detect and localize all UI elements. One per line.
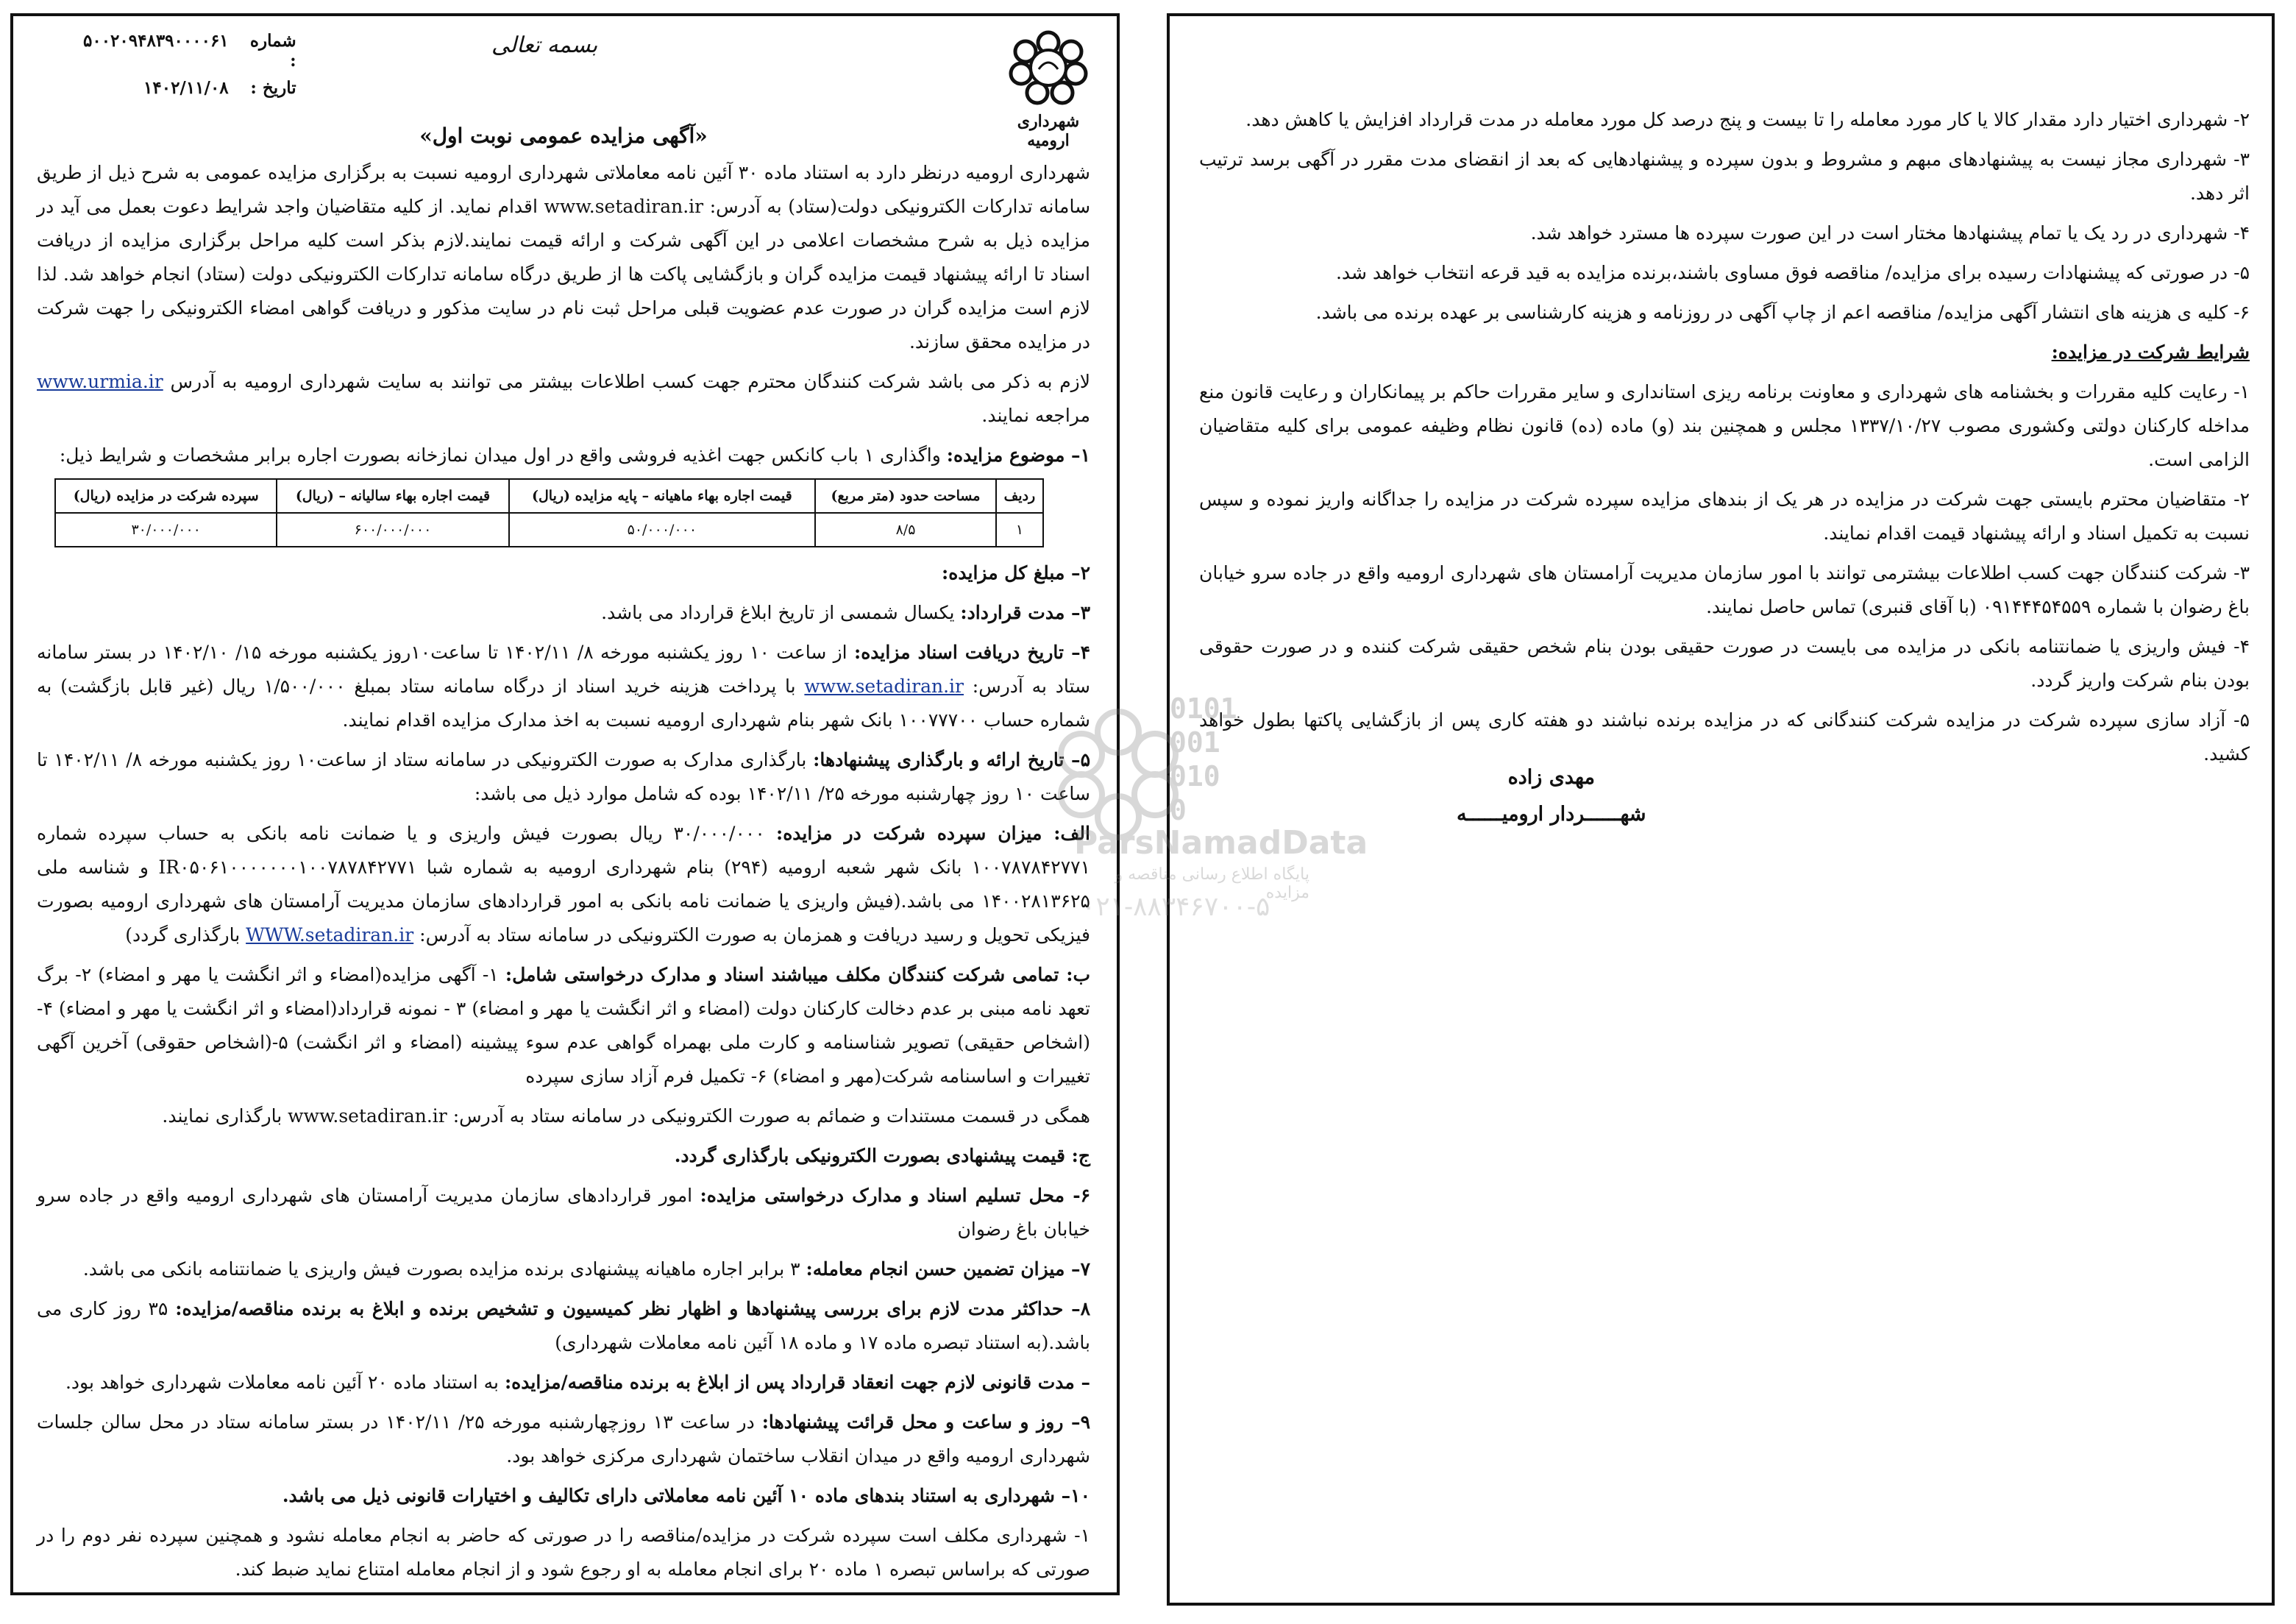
condition-3: ۳- شرکت کنندگان جهت کسب اطلاعات بیشترمی توانند با امور سازمان مدیریت آرامستان های شهرداری ارومیه واقع در جاده سرو خیابان باغ رضوان با شماره ۰۹۱۴۴۴۵۴۵۵۹ (با آقای قنبری) تماس حاصل نمایند. [1199, 562, 2250, 617]
notice-page-right [1167, 13, 2275, 1606]
item-8-heading: ۸– حداکثر مدت لازم برای بررسی پیشنهادها و اظهار نظر کمیسیون و تشخیص برنده و ابلاغ به برنده مناقصه/مزایده: [175, 1298, 1091, 1319]
setad-link[interactable]: www.setadiran.ir [544, 196, 704, 217]
watermark-digits-3: 010 [1170, 760, 1220, 793]
item-5-be-upload [37, 1099, 1090, 1133]
notice-page-left [10, 13, 1120, 1595]
item-10-1: ۱- شهرداری مکلف است سپرده شرکت در مزایده/مناقصه را در صورتی که حاضر به انجام معامله نشود و همچنین سپرده نفر دوم را در صورتی که براساس تبصره ۱ ماده ۲۰ برای انجام معامله به او رجوع شود و از انجام معامله امتناع نماید ضبط کند. [37, 1525, 1090, 1580]
col-deposit: سپرده شرکت در مزایده (ریال) [55, 479, 277, 513]
number-value: ۵۰۰۲۰۹۴۸۳۹۰۰۰۰۶۱ [83, 31, 229, 51]
item-2: ۲– مبلغ کل مزایده: [942, 562, 1090, 584]
signer-name: مهدی زاده [1507, 766, 1595, 789]
authority-item-4: ۴- شهرداری در رد یک یا تمام پیشنهادها مختار است در این صورت سپرده ها مسترد خواهد شد. [1530, 222, 2250, 244]
col-row-number: ردیف [996, 479, 1043, 513]
item-10-heading: ۱۰– شهرداری به استناد بندهای ماده ۱۰ آئین نامه معاملاتی دارای تکالیف و اختیارات قانونی ذیل می باشد. [282, 1485, 1090, 1506]
item-8-text: ۳۵ روز کاری می باشد.(به استناد تبصره ماده ۱۷ و ماده ۱۸ آئین نامه معاملات شهرداری) [37, 1298, 1090, 1353]
item-5-be [37, 958, 1090, 1093]
signer-title: شهــــــردار ارومیــــــه [1457, 803, 1646, 826]
item-7 [37, 1252, 1090, 1286]
item-5-jim: ج: قیمت پیشنهادی بصورت الکترونیکی بارگذاری گردد. [674, 1145, 1090, 1166]
item-7-text: ۳ برابر اجاره ماهیانه پیشنهادی برنده مزایده بصورت فیش واریزی یا ضمانتنامه بانکی می باشد. [82, 1258, 800, 1280]
authority-item-2: ۲- شهرداری اختیار دارد مقدار کالا یا کار مورد معامله را تا بیست و پنج درصد کل مورد معامله در مدت قرارداد افزایش یا کاهش دهد. [1245, 109, 2250, 130]
col-area: مساحت حدود (متر مربع) [815, 479, 996, 513]
urmia-emblem-icon [1008, 26, 1089, 107]
lease-table [54, 478, 1044, 547]
signature-block [1457, 759, 1646, 833]
lease-table-header-row [55, 479, 1043, 513]
intro-text-a: شهرداری ارومیه درنظر دارد به استناد ماده ۳۰ آئین نامه معاملاتی شهرداری ارومیه نسبت به برگزاری مزایده عمومی به شرح ذیل از طریق سامانه تدارکات الکترونیکی دولت(ستاد) به آدرس: [37, 162, 1091, 217]
item-6-text: امور قراردادهای سازمان مدیریت آرامستان های شهرداری ارومیه واقع در جاده سرو خیابان باغ رضوان [37, 1185, 1090, 1240]
watermark-digits-2: 001 [1170, 726, 1220, 759]
item-3 [37, 596, 1090, 630]
date-label: تاریخ : [250, 78, 296, 98]
be-upload-text: همگی در قسمت مستندات و ضمائم به صورت الکترونیکی در سامانه ستاد به آدرس: [452, 1105, 1090, 1127]
cell-monthly-rent: ۵۰/۰۰۰/۰۰۰ [509, 513, 816, 547]
cell-annual-rent: ۶۰۰/۰۰۰/۰۰۰ [277, 513, 508, 547]
alef-link[interactable]: WWW.setadiran.ir [246, 924, 414, 946]
item-1-heading: ۱– موضوع مزایده: [946, 444, 1090, 466]
item-5-text: بارگذاری مدارک به صورت الکترونیکی در سامانه ستاد از ساعت۱۰ روز یکشنبه مورخه ۸/ ۱۴۰۲/۱۱ تا ساعت ۱۰ روز چهارشنبه مورخه ۲۵/ ۱۴۰۲/۱۱ بوده که شامل موارد ذیل می باشد: [37, 749, 1090, 804]
watermark-subtitle: پایگاه اطلاع رسانی مناقصه و مزایده [1115, 865, 1309, 902]
item-8 [37, 1292, 1090, 1360]
col-monthly-rent: قیمت اجاره بهاء ماهیانه – پایه مزایده (ریال) [509, 479, 816, 513]
date-value: ۱۴۰۲/۱۱/۰۸ [143, 78, 229, 98]
item-3-heading: ۳– مدت قرارداد: [960, 602, 1090, 623]
watermark-phone: ۰۲۱-۸۸۳۴۶۷۰۰-۵ [1081, 892, 1270, 922]
website-note-end: مراجعه نمایند. [981, 405, 1090, 426]
be-text: ۱- آگهی مزایده(امضاء و اثر انگشت یا مهر و امضاء) ۲- برگ تعهد نامه مبنی بر عدم دخالت کارکنان دولت (امضاء و اثر انگشت یا مهر و امضاء) ۳ - نمونه قرارداد(امضاء و اثر انگشت یا مهر و امضاء) ۴-(اشخاص حقیقی) تصویر شناسنامه و کارت ملی بهمراه گواهی عدم سوء پیشینه (امضاء و اثر انگشت) ۵-(اشخاص حقوقی) آخرین آگهی تغییرات و اساسنامه شرکت(مهر و امضاء) ۶- تکمیل فرم آزاد سازی سپرده [37, 964, 1091, 1087]
letter-meta [83, 31, 296, 105]
be-heading: ب: تمامی شرکت کنندگان مکلف میباشند اسناد و مدارک درخواستی شامل: [505, 964, 1091, 985]
alef-end: بارگذاری گردد) [125, 924, 241, 946]
item-9-heading: ۹– روز و ساعت و محل قرائت پیشنهادها: [761, 1411, 1090, 1433]
item-5-alef [37, 817, 1090, 952]
authority-item-6: ۶- کلیه ی هزینه های انتشار آگهی مزایده/ مناقصه اعم از چاپ آگهی در روزنامه و هزینه کارشناسی بر عهده برنده می باشد. [1315, 302, 2250, 323]
watermark-brand: ParsNamadData [1074, 824, 1368, 862]
item-3-text: یکسال شمسی از تاریخ ابلاغ قرارداد می باشد. [601, 602, 955, 623]
notice-title: «آگهی مزایده عمومی نوبت اول» [419, 124, 708, 148]
cell-row-number: ۱ [996, 513, 1043, 547]
website-note [37, 365, 1090, 433]
org-name: شهرداری ارومیه [1017, 112, 1080, 150]
item-9 [37, 1405, 1090, 1473]
intro-paragraph [37, 156, 1090, 359]
item-6 [37, 1179, 1090, 1247]
item-7-heading: ۷– میزان تضمین حسن انجام معامله: [806, 1258, 1090, 1280]
alef-heading: الف: میزان سپرده شرکت در مزایده: [775, 823, 1090, 844]
item-5 [37, 743, 1090, 811]
bismillah-heading: بسمه تعالی [491, 32, 598, 58]
notice-body-continued [1199, 103, 2250, 777]
item-4-heading: ۴– تاریخ دریافت اسناد مزایده: [853, 642, 1091, 663]
authority-item-3: ۳- شهرداری مجاز نیست به پیشنهادهای مبهم و مشروط و بدون سپرده و پیشنهادهایی که بعد از انقضای مدت مقرر در آگهی برسد ترتیب اثر دهد. [1199, 149, 2250, 204]
cell-area: ۸/۵ [815, 513, 996, 547]
legal-period-text: به استناد ماده ۲۰ آئین نامه معاملات شهرداری خواهد بود. [65, 1372, 499, 1393]
condition-4: ۴- فیش واریزی یا ضمانتنامه بانکی در مزایده می بایست در صورت حقیقی بودن بنام شخص حقیقی شرکت کننده و در صورت حقوقی بودن بنام شرکت واریز گردد. [1199, 636, 2250, 691]
condition-1: ۱- رعایت کلیه مقررات و بخشنامه های شهرداری و معاونت برنامه ریزی استانداری و سایر مقررات حاکم بر پیمانکاران و رعایت قانون منع مداخله کارکنان دولتی وکشوری مصوب ۱۳۳۷/۱۰/۲۷ مجلس و همچنین بند (و) ماده (ده) قانون نظام وظیفه عمومی برای کلیه متقاضیان الزامی است. [1199, 381, 2250, 470]
item-4 [37, 636, 1090, 737]
item-4-link[interactable]: www.setadiran.ir [804, 676, 964, 697]
intro-text-b: اقدام نماید. از کلیه متقاضیان واجد شرایط دعوت بعمل می آید در مزایده ذیل به شرح مشخصات اعلامی در این آگهی شرکت و ارائه قیمت نمایند.لازم بذکر است کلیه مراحل برگزاری مزایده از دریافت اسناد تا ارائه پیشنهاد قیمت مزایده گران و بازگشایی پاکت ها از طریق درگاه سامانه تدارکات الکترونیکی دولت (ستاد) انجام خواهد شد. لذا لازم است مزایده گران در صورت عدم عضویت قبلی مراحل ثبت نام در سایت مذکور و دریافت گواهی امضاء الکترونیکی را جهت شرکت در مزایده محقق سازند. [37, 196, 1090, 352]
legal-period-heading: – مدت قانونی لازم جهت انعقاد قرارداد پس از ابلاغ به برنده مناقصه/مزایده: [504, 1372, 1090, 1393]
item-9-text: در ساعت ۱۳ روزچهارشنبه مورخه ۲۵/ ۱۴۰۲/۱۱ در بستر سامانه ستاد در محل سالن جلسات شهرداری ارومیه واقع در میدان انقلاب ساختمان شهرداری مرکزی خواهد بود. [37, 1411, 1090, 1467]
item-6-heading: ۶- محل تسلیم اسناد و مدارک درخواستی مزایده: [700, 1185, 1091, 1206]
alef-text: ۳۰/۰۰۰/۰۰۰ ریال بصورت فیش واریزی و یا ضمانت نامه بانکی به حساب سپرده شماره ۱۰۰۷۸۷۸۴۲۷۷۱ بانک شهر شعبه ارومیه (۲۹۴) بنام شهرداری ارومیه به شماره شبا IR۰۵۰۶۱۰۰۰۰۰۰۰۱۰۰۷۸۷۸۴۲۷۷۱ و شناسه ملی ۱۴۰۰۲۸۱۳۶۲۵ می باشد.(فیش واریزی یا ضمانت نامه بانکی به امور قراردادهای سازمان مدیریت آرامستان های شهرداری ارومیه بصورت فیزیکی تحویل و رسید دریافت و همزمان به صورت الکترونیکی در سامانه ستاد به آدرس: [37, 823, 1090, 946]
item-4-text: از ساعت ۱۰ روز یکشنبه مورخه ۸/ ۱۴۰۲/۱۱ تا ساعت۱۰روز یکشنبه مورخه ۱۵/ ۱۴۰۲/۱۰ در بستر سامانه ستاد به آدرس: [37, 642, 1091, 697]
cell-deposit: ۳۰/۰۰۰/۰۰۰ [55, 513, 277, 547]
legal-period [37, 1366, 1090, 1400]
watermark-digits-4: 0 [1170, 794, 1187, 826]
website-note-text: لازم به ذکر می باشد شرکت کنندگان محترم جهت کسب اطلاعات بیشتر می توانند به سایت شهرداری ارومیه به آدرس [170, 371, 1091, 392]
notice-body [37, 119, 1090, 1592]
col-annual-rent: قیمت اجاره بهاء سالیانه – (ریال) [277, 479, 508, 513]
be-link[interactable]: www.setadiran.ir [288, 1105, 447, 1127]
item-1-text: واگذاری ۱ باب کانکس جهت اغذیه فروشی واقع در اول میدان نمازخانه بصورت اجاره برابر مشخصات و شرایط ذیل: [59, 444, 941, 466]
authority-item-5: ۵- در صورتی که پیشنهادات رسیده برای مزایده/ مناقصه فوق مساوی باشند،برنده مزایده به قید قرعه انتخاب خواهد شد. [1335, 262, 2250, 283]
condition-5: ۵- آزاد سازی سپرده شرکت در مزایده شرکت کنندگانی که در مزایده برنده نباشند دو هفته کاری پس از بازگشایی پاکتها بطول خواهد کشید. [1199, 709, 2250, 765]
be-upload-end: بارگذاری نمایند. [162, 1105, 282, 1127]
urmia-link[interactable]: www.urmia.ir [37, 371, 163, 392]
number-label: شماره : [249, 31, 296, 71]
watermark-digits-1: 0101 [1170, 692, 1237, 725]
condition-2: ۲- متقاضیان محترم بایستی جهت شرکت در مزایده در هر یک از بندهای مزایده سپرده شرکت در مزایده را جداگانه واریز نموده و سپس نسبت به تکمیل اسناد و ارائه پیشنهاد قیمت اقدام نمایند. [1199, 489, 2250, 544]
item-1 [37, 439, 1090, 472]
item-5-heading: ۵– تاریخ ارائه و بارگذاری پیشنهادها: [813, 749, 1090, 770]
table-row [55, 513, 1043, 547]
conditions-heading: شرایط شرکت در مزایده: [2051, 341, 2250, 363]
item-4-text-2: با پرداخت هزینه خرید اسناد از درگاه سامانه ستاد بمبلغ ۱/۵۰۰/۰۰۰ ریال (غیر قابل بازگشت) به شماره حساب ۱۰۰۷۷۷۰۰ بانک شهر بنام شهرداری ارومیه نسبت به اخذ مدارک مزایده اقدام نمایند. [37, 676, 1090, 731]
